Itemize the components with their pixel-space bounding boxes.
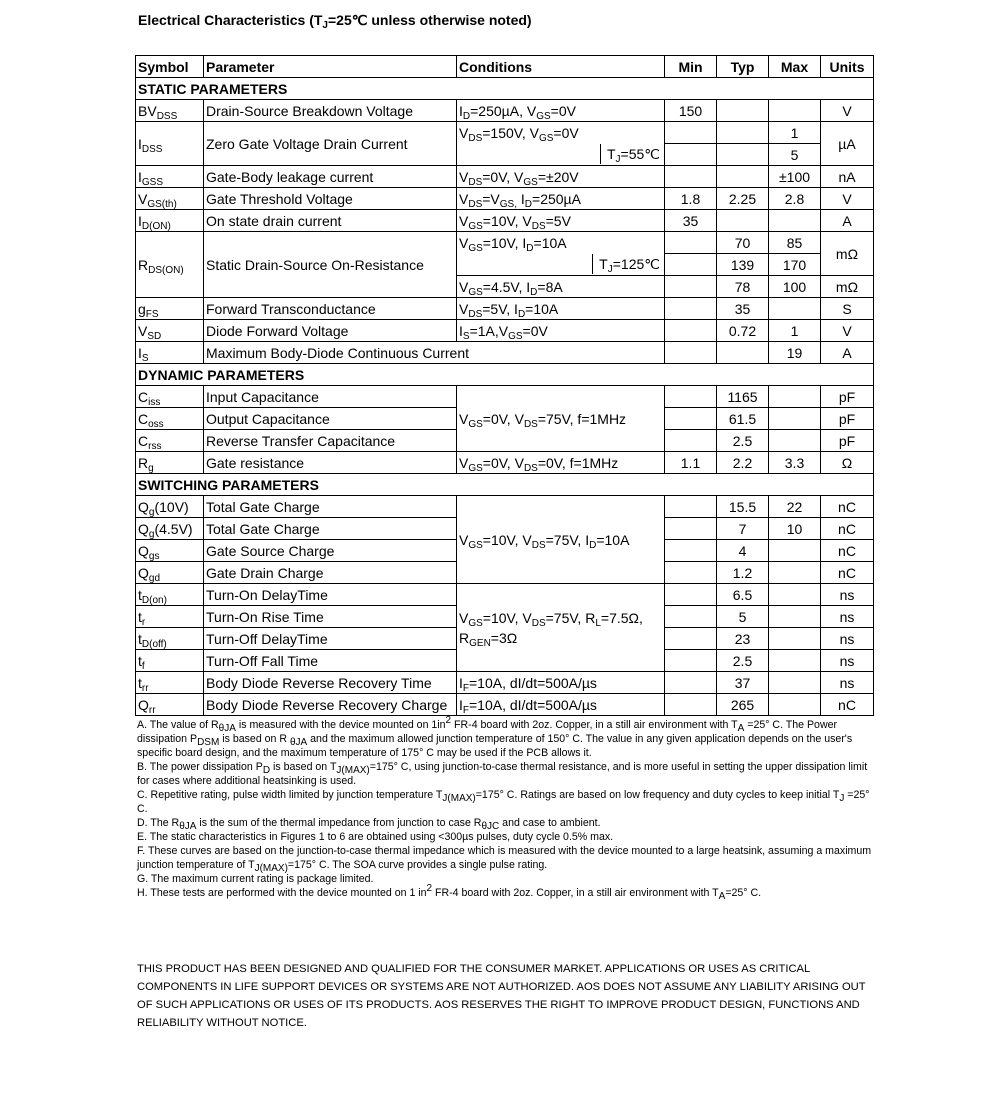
table-row <box>136 232 874 254</box>
min-cell <box>665 276 717 298</box>
symbol-cell: $I_{GSS}$ <box>136 166 204 188</box>
units-cell: ns <box>821 628 874 650</box>
typ-cell: 2.5 <box>717 430 769 452</box>
table-row <box>136 694 874 716</box>
min-cell <box>665 540 717 562</box>
conditions-cell: $V_{GS}=0V$, $V_{DS}=0V$, f=1MHz <box>457 452 665 474</box>
electrical-characteristics-table <box>135 55 874 716</box>
footnote-g: G. The maximum current rating is package limited. <box>137 873 374 885</box>
parameter-cell: Gate-Body leakage current <box>204 166 457 188</box>
max-cell <box>769 298 821 320</box>
min-cell <box>665 518 717 540</box>
units-cell: pF <box>821 408 874 430</box>
parameter-cell: Reverse Transfer Capacitance <box>204 430 457 452</box>
typ-cell <box>717 166 769 188</box>
min-cell <box>665 122 717 144</box>
symbol-cell: $C_{iss}$ <box>136 386 204 408</box>
typ-cell: 1.2 <box>717 562 769 584</box>
typ-cell: 2.2 <box>717 452 769 474</box>
parameter-cell: Forward Transconductance <box>204 298 457 320</box>
tj-condition: $T_J=55℃$ <box>600 144 660 164</box>
symbol-cell: $R_{DS(ON)}$ <box>136 232 204 298</box>
max-cell: 2.8 <box>769 188 821 210</box>
units-cell: ns <box>821 584 874 606</box>
typ-cell <box>717 122 769 144</box>
max-cell: 3.3 <box>769 452 821 474</box>
table-row <box>136 320 874 342</box>
units-cell: V <box>821 188 874 210</box>
header-min: Min <box>665 56 717 78</box>
symbol-cell: $I_S$ <box>136 342 204 364</box>
min-cell <box>665 386 717 408</box>
max-cell <box>769 386 821 408</box>
max-cell: 170 <box>769 254 821 276</box>
units-cell: A <box>821 342 874 364</box>
units-cell: nC <box>821 518 874 540</box>
typ-cell: 7 <box>717 518 769 540</box>
parameter-cell: Diode Forward Voltage <box>204 320 457 342</box>
symbol-cell: $Q_{gd}$ <box>136 562 204 584</box>
footnote-b: B. The power dissipation $P_D$ is based on $T_{J(MAX)}=175^\circ$ C, using junction-to-case thermal resistance, and is more useful in setting the upper dissipation limit for cases where additional heatsinking is used. <box>137 761 868 787</box>
min-cell <box>665 232 717 254</box>
min-cell <box>665 606 717 628</box>
max-cell: 1 <box>769 320 821 342</box>
page-title: Electrical Characteristics ($T_J=25℃$ unless otherwise noted) <box>138 12 532 31</box>
header-conditions: Conditions <box>457 56 665 78</box>
typ-cell: 78 <box>717 276 769 298</box>
conditions-cell: $V_{GS}=10V$, $V_{DS}=75V$, $I_D=10A$ <box>457 496 665 584</box>
table-row <box>136 122 874 144</box>
typ-cell: 6.5 <box>717 584 769 606</box>
max-cell <box>769 672 821 694</box>
conditions-cell: $V_{DS}=150V$, $V_{GS}=0V$ <box>457 122 665 144</box>
symbol-cell: $R_g$ <box>136 452 204 474</box>
footnote-e: E. The static characteristics in Figures 1 to 6 are obtained using <300µs pulses, duty cycle 0.5% max. <box>137 831 614 843</box>
min-cell: 35 <box>665 210 717 232</box>
typ-cell <box>717 144 769 166</box>
table-row <box>136 342 874 364</box>
parameter-cell: Gate Source Charge <box>204 540 457 562</box>
footnotes <box>137 715 877 902</box>
typ-cell: 15.5 <box>717 496 769 518</box>
units-cell: Ω <box>821 452 874 474</box>
min-cell <box>665 562 717 584</box>
footnote-h: H. These tests are performed with the device mounted on 1 $in^2$ FR-4 board with 2oz. Copper, in a still air environment with $T_A=25^\circ$ C. <box>137 883 762 902</box>
table-row <box>136 210 874 232</box>
units-cell: mΩ <box>821 232 874 276</box>
min-cell <box>665 254 717 276</box>
min-cell <box>665 672 717 694</box>
units-cell: ns <box>821 672 874 694</box>
units-cell: nC <box>821 496 874 518</box>
min-cell <box>665 694 717 716</box>
conditions-cell: $V_{GS}=10V$, $V_{DS}=75V$, $R_L=7.5\Omega$, $R_{GEN}=3\Omega$ <box>457 584 665 672</box>
max-cell <box>769 562 821 584</box>
typ-cell: 4 <box>717 540 769 562</box>
table-row <box>136 298 874 320</box>
parameter-cell: Maximum Body-Diode Continuous Current <box>204 342 665 364</box>
conditions-cell: $I_D=250\mu A$, $V_{GS}=0V$ <box>457 100 665 122</box>
header-typ: Typ <box>717 56 769 78</box>
min-cell <box>665 408 717 430</box>
typ-cell: 37 <box>717 672 769 694</box>
units-cell: A <box>821 210 874 232</box>
typ-cell: 35 <box>717 298 769 320</box>
units-cell: V <box>821 320 874 342</box>
max-cell <box>769 430 821 452</box>
header-max: Max <box>769 56 821 78</box>
min-cell: 1.1 <box>665 452 717 474</box>
typ-cell <box>717 210 769 232</box>
units-cell: nC <box>821 562 874 584</box>
symbol-cell: $Q_g(10V)$ <box>136 496 204 518</box>
table-row <box>136 672 874 694</box>
min-cell <box>665 650 717 672</box>
conditions-cell: $V_{DS}=5V$, $I_D=10A$ <box>457 298 665 320</box>
table-row <box>136 386 874 408</box>
header-units: Units <box>821 56 874 78</box>
parameter-cell: Turn-On Rise Time <box>204 606 457 628</box>
typ-cell: 5 <box>717 606 769 628</box>
max-cell <box>769 408 821 430</box>
conditions-cell: $I_F=10A$, dI/dt=500A/µs <box>457 672 665 694</box>
conditions-cell: $V_{GS}=10V$, $I_D=10A$ <box>457 232 665 254</box>
typ-cell: 2.25 <box>717 188 769 210</box>
min-cell <box>665 342 717 364</box>
symbol-cell: $t_f$ <box>136 650 204 672</box>
min-cell <box>665 496 717 518</box>
symbol-cell: $t_{D(off)}$ <box>136 628 204 650</box>
min-cell <box>665 298 717 320</box>
typ-cell: 2.5 <box>717 650 769 672</box>
symbol-cell: $Q_{rr}$ <box>136 694 204 716</box>
max-cell: 85 <box>769 232 821 254</box>
parameter-cell: Static Drain-Source On-Resistance <box>204 232 457 298</box>
symbol-cell: $Q_{gs}$ <box>136 540 204 562</box>
units-cell: ns <box>821 606 874 628</box>
parameter-cell: Output Capacitance <box>204 408 457 430</box>
min-cell <box>665 584 717 606</box>
parameter-cell: Turn-Off DelayTime <box>204 628 457 650</box>
symbol-cell: $V_{GS(th)}$ <box>136 188 204 210</box>
table-row <box>136 188 874 210</box>
parameter-cell: Zero Gate Voltage Drain Current <box>204 122 457 166</box>
parameter-cell: On state drain current <box>204 210 457 232</box>
min-cell <box>665 166 717 188</box>
parameter-cell: Drain-Source Breakdown Voltage <box>204 100 457 122</box>
max-cell: 1 <box>769 122 821 144</box>
max-cell: 5 <box>769 144 821 166</box>
conditions-cell: $V_{GS}=4.5V$, $I_D=8A$ <box>457 276 665 298</box>
units-cell: V <box>821 100 874 122</box>
header-parameter: Parameter <box>204 56 457 78</box>
units-cell: nC <box>821 540 874 562</box>
typ-cell: 61.5 <box>717 408 769 430</box>
conditions-cell <box>457 144 665 166</box>
symbol-cell: $Q_g(4.5V)$ <box>136 518 204 540</box>
units-cell: nA <box>821 166 874 188</box>
table-row <box>136 166 874 188</box>
units-cell: nC <box>821 694 874 716</box>
footnote-f: F. These curves are based on the junction-to-case thermal impedance which is measured with the device mounted to a large heatsink, assuming a maximum junction temperature of $T_{J(MAX)}=175^\circ$ C. The SOA curve provides a single pulse rating. <box>137 845 872 874</box>
max-cell: 100 <box>769 276 821 298</box>
parameter-cell: Body Diode Reverse Recovery Charge <box>204 694 457 716</box>
typ-cell: 1165 <box>717 386 769 408</box>
units-cell: ns <box>821 650 874 672</box>
footnote-d: D. The $R_{\theta JA}$ is the sum of the thermal impedance from junction to case $R_{\theta JC}$ and case to ambient. <box>137 817 601 832</box>
max-cell: 10 <box>769 518 821 540</box>
min-cell: 1.8 <box>665 188 717 210</box>
units-cell: µA <box>821 122 874 166</box>
symbol-cell: $C_{rss}$ <box>136 430 204 452</box>
min-cell: 150 <box>665 100 717 122</box>
typ-cell: 23 <box>717 628 769 650</box>
typ-cell: 265 <box>717 694 769 716</box>
symbol-cell: $g_{FS}$ <box>136 298 204 320</box>
footnote-c: C. Repetitive rating, pulse width limited by junction temperature $T_{J(MAX)}=175^\circ$ C. Ratings are based on low frequency and duty cycles to keep initial $T_J =25^\circ$ C. <box>137 789 870 815</box>
parameter-cell: Turn-On DelayTime <box>204 584 457 606</box>
symbol-cell: $I_{DSS}$ <box>136 122 204 166</box>
section-static: STATIC PARAMETERS <box>136 78 874 100</box>
min-cell <box>665 144 717 166</box>
symbol-cell: $V_{SD}$ <box>136 320 204 342</box>
parameter-cell: Total Gate Charge <box>204 518 457 540</box>
typ-cell: 70 <box>717 232 769 254</box>
max-cell <box>769 694 821 716</box>
conditions-cell: $V_{DS}=V_{GS,}$ $I_D=250\mu A$ <box>457 188 665 210</box>
parameter-cell: Gate Drain Charge <box>204 562 457 584</box>
symbol-cell: $t_{D(on)}$ <box>136 584 204 606</box>
table-row <box>136 452 874 474</box>
max-cell <box>769 606 821 628</box>
units-cell: S <box>821 298 874 320</box>
typ-cell <box>717 100 769 122</box>
max-cell <box>769 650 821 672</box>
table-row <box>136 496 874 518</box>
section-switching: SWITCHING PARAMETERS <box>136 474 874 496</box>
header-symbol: Symbol <box>136 56 204 78</box>
units-cell: pF <box>821 386 874 408</box>
conditions-cell: $I_F=10A$, dI/dt=500A/µs <box>457 694 665 716</box>
table-row <box>136 584 874 606</box>
conditions-cell: $V_{GS}=0V$, $V_{DS}=75V$, f=1MHz <box>457 386 665 452</box>
conditions-cell <box>457 254 665 276</box>
parameter-cell: Input Capacitance <box>204 386 457 408</box>
table-header-row <box>136 56 874 78</box>
footnote-a: A. The value of $R_{\theta JA}$ is measured with the device mounted on $1in^2$ FR-4 board with 2oz. Copper, in a still air environment with $T_A =25^\circ$ C. The Power dissipation $P_{DSM}$ is based on R $_{\theta JA}$ and the maximum allowed junction temperature of 150° C. The value in any given application depends on the user's specific board design, and the maximum temperature of 175° C may be used if the PCB allows it. <box>137 715 853 759</box>
symbol-cell: $BV_{DSS}$ <box>136 100 204 122</box>
typ-cell: 0.72 <box>717 320 769 342</box>
max-cell: 19 <box>769 342 821 364</box>
min-cell <box>665 320 717 342</box>
max-cell <box>769 540 821 562</box>
conditions-cell: $V_{DS}=0V$, $V_{GS}=\pm 20V$ <box>457 166 665 188</box>
symbol-cell: $t_{rr}$ <box>136 672 204 694</box>
parameter-cell: Gate resistance <box>204 452 457 474</box>
table-row <box>136 100 874 122</box>
symbol-cell: $I_{D(ON)}$ <box>136 210 204 232</box>
parameter-cell: Gate Threshold Voltage <box>204 188 457 210</box>
min-cell <box>665 430 717 452</box>
symbol-cell: $C_{oss}$ <box>136 408 204 430</box>
symbol-cell: $t_r$ <box>136 606 204 628</box>
max-cell: ±100 <box>769 166 821 188</box>
disclaimer: THIS PRODUCT HAS BEEN DESIGNED AND QUALIFIED FOR THE CONSUMER MARKET. APPLICATIONS OR USES AS CRITICAL COMPONENTS IN LIFE SUPPORT DEVICES OR SYSTEMS ARE NOT AUTHORIZED. AOS DOES NOT ASSUME ANY LIABILITY ARISING OUT OF SUCH APPLICATIONS OR USES OF ITS PRODUCTS. AOS RESERVES THE RIGHT TO IMPROVE PRODUCT DESIGN, FUNCTIONS AND RELIABILITY WITHOUT NOTICE. <box>137 963 866 1029</box>
max-cell <box>769 584 821 606</box>
max-cell <box>769 210 821 232</box>
typ-cell <box>717 342 769 364</box>
max-cell <box>769 628 821 650</box>
typ-cell: 139 <box>717 254 769 276</box>
units-cell: pF <box>821 430 874 452</box>
conditions-cell: $V_{GS}=10V$, $V_{DS}=5V$ <box>457 210 665 232</box>
max-cell: 22 <box>769 496 821 518</box>
parameter-cell: Turn-Off Fall Time <box>204 650 457 672</box>
parameter-cell: Body Diode Reverse Recovery Time <box>204 672 457 694</box>
max-cell <box>769 100 821 122</box>
tj-condition: $T_J=125℃$ <box>592 254 660 274</box>
section-dynamic: DYNAMIC PARAMETERS <box>136 364 874 386</box>
conditions-cell: $I_S=1A,V_{GS}=0V$ <box>457 320 665 342</box>
parameter-cell: Total Gate Charge <box>204 496 457 518</box>
units-cell: mΩ <box>821 276 874 298</box>
min-cell <box>665 628 717 650</box>
